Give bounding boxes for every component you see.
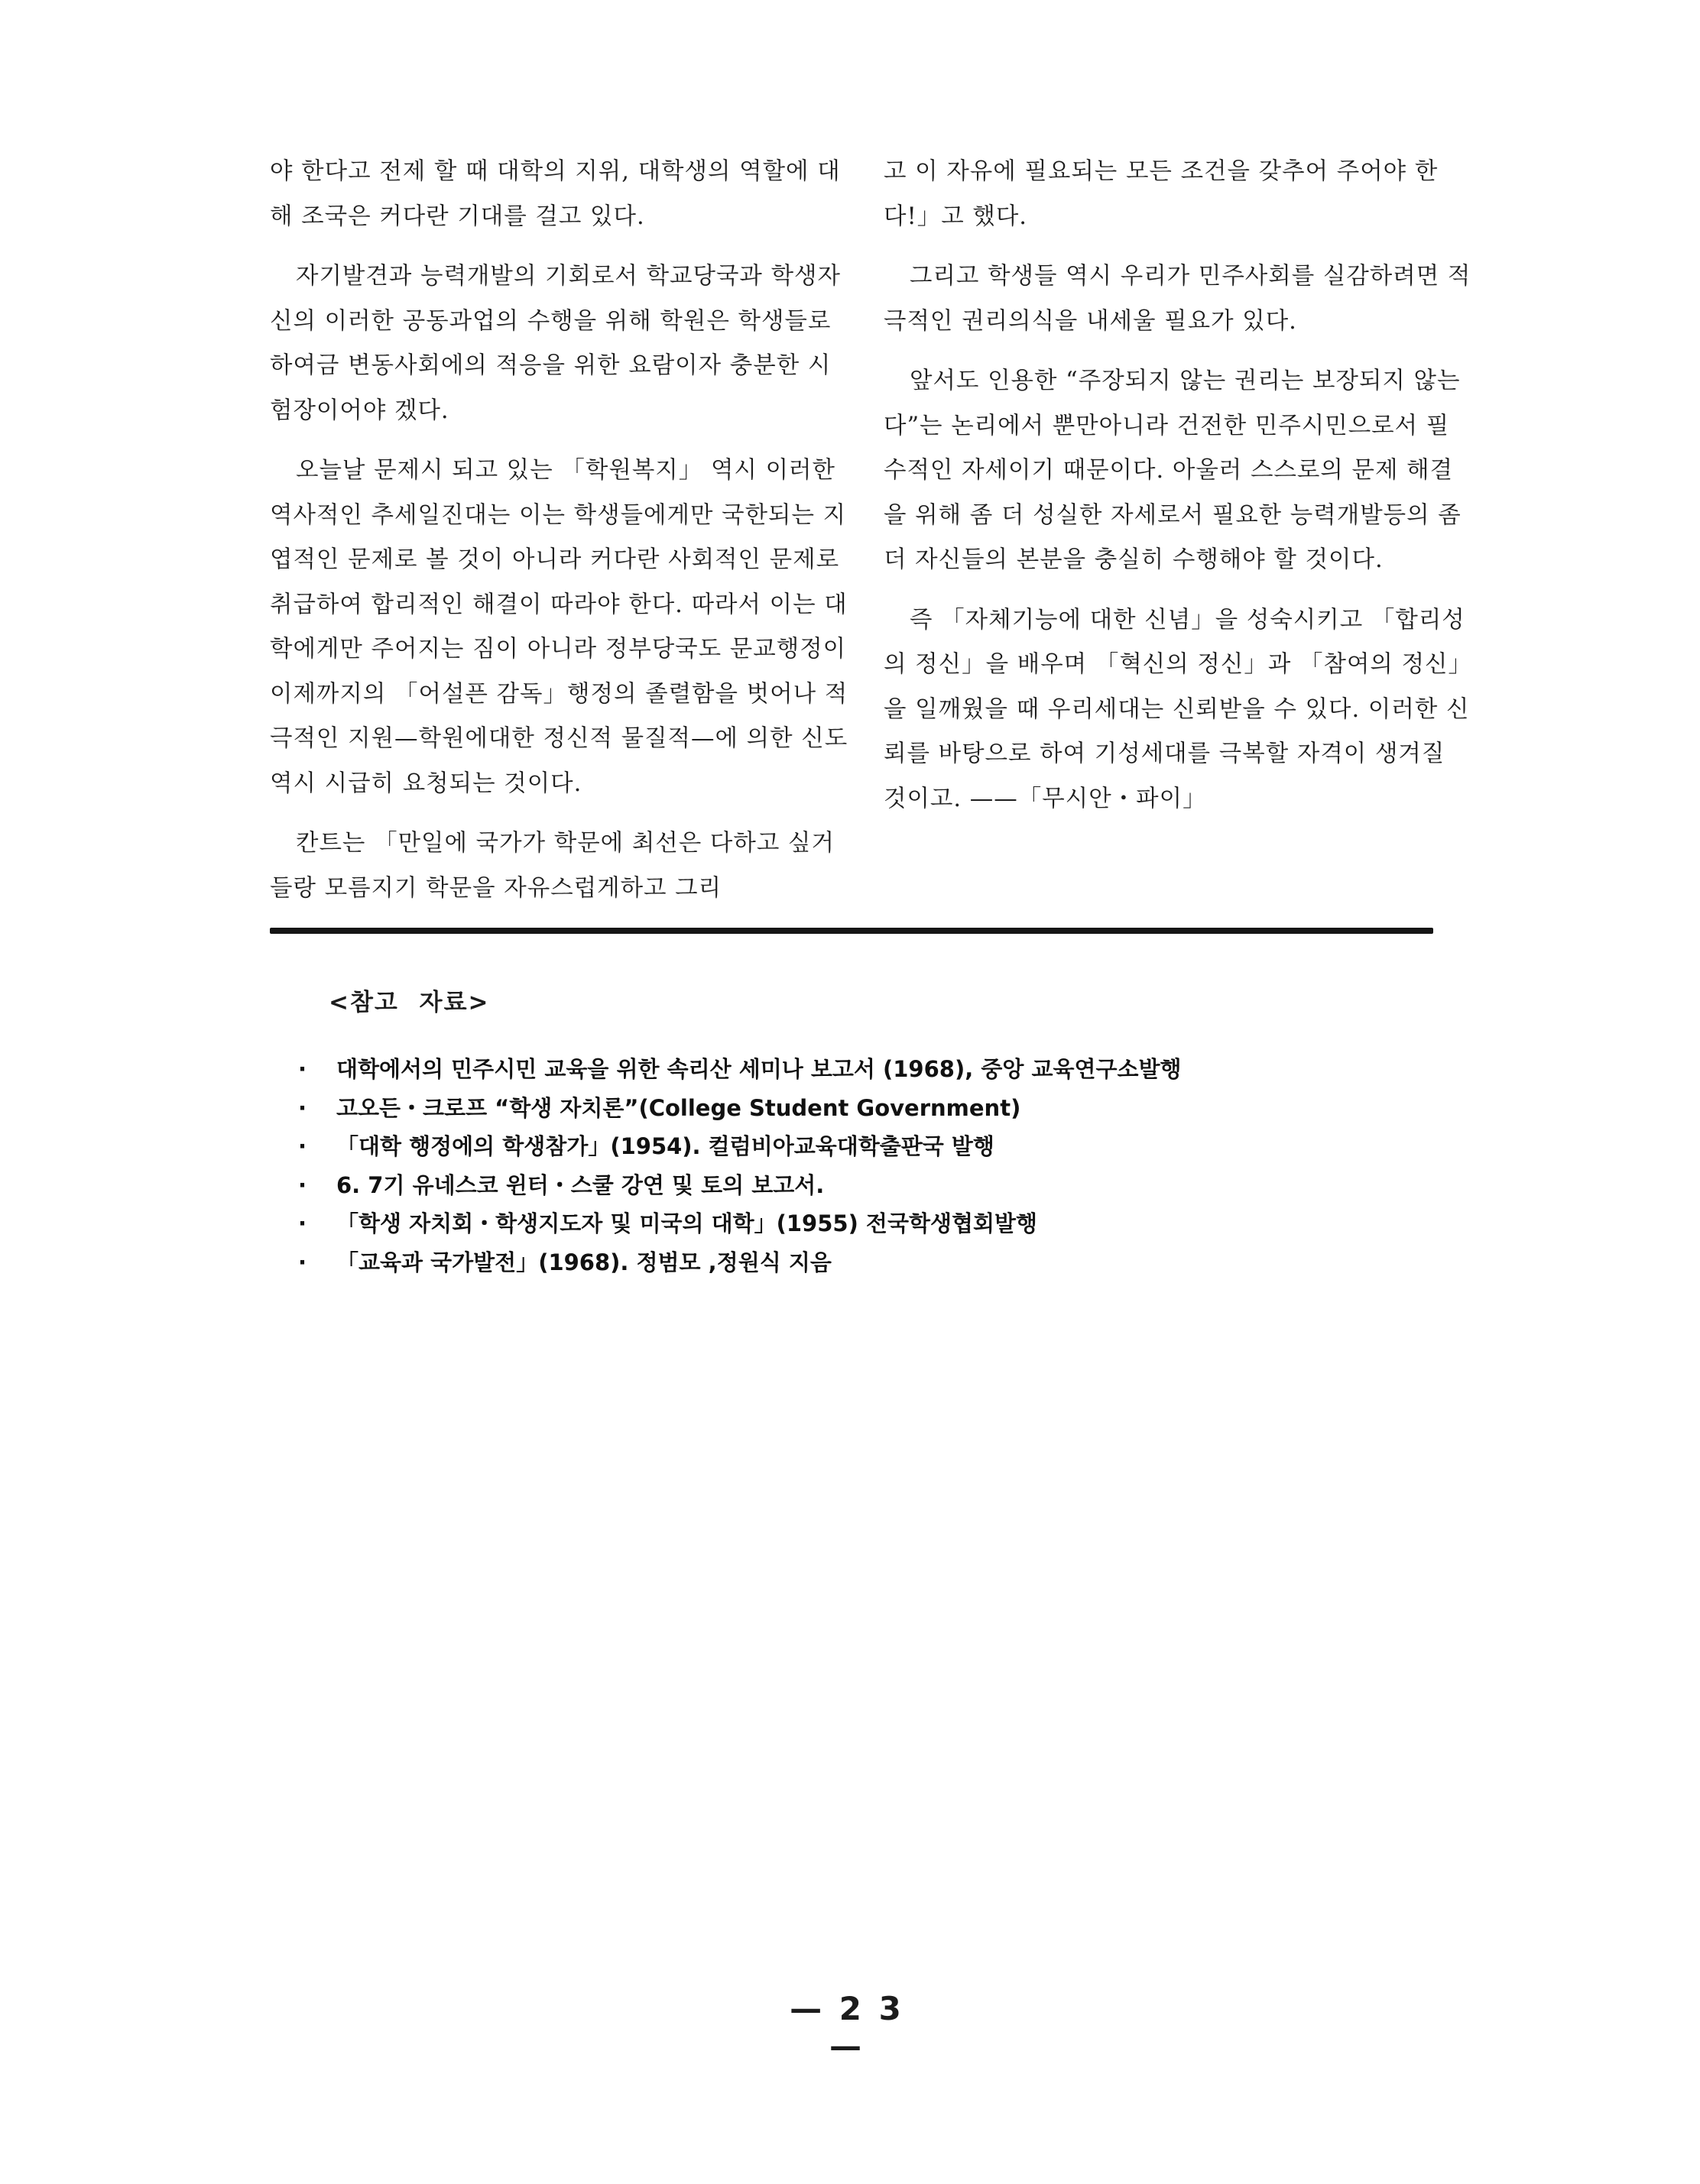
reference-text: 「학생 자치회・학생지도자 및 미국의 대학」(1955) 전국학생협회발행 [336,1210,1038,1236]
reference-item [298,1166,1182,1205]
paragraph: 오늘날 문제시 되고 있는 「학원복지」 역시 이러한 역사적인 추세일진대는 이는 학생들에게만 국한되는 지엽적인 문제로 볼 것이 아니라 커다란 사회적인 문제로 취급하여 합리적인 해결이 따라야 한다. 따라서 이는 대학에게만 주어지는 짐이 아니라 정부당국도 문교행정이 이제까지의 「어설픈 감독」행정의 졸렬함을 벗어나 적극적인 지원—학원에대한 정신적 물질적—에 의한 신도 역시 시급히 요청되는 것이다. [270,457,848,797]
reference-text: 6. 7기 유네스코 윈터・스쿨 강연 및 토의 보고서. [336,1171,825,1198]
reference-item [298,1204,1182,1243]
bullet-icon: · [298,1133,307,1159]
reference-item [298,1050,1182,1089]
paragraph: 앞서도 인용한 “주장되지 않는 권리는 보장되지 않는다”는 논리에서 뿐만아니라 건전한 민주시민으로서 필수적인 자세이기 때문이다. 아울러 스스로의 문제 해결을 위해 좀 더 성실한 자세로서 필요한 능력개발등의 좀 더 자신들의 본분을 충실히 수행해야 할 것이다. [884,368,1462,573]
reference-item [298,1089,1182,1128]
bullet-icon: · [298,1094,307,1121]
section-divider [270,928,1433,934]
left-text-column [270,150,851,911]
paragraph: 고 이 자유에 필요되는 모든 조건을 갖추어 주어야 한다!」고 했다. [884,158,1439,230]
bullet-icon: · [298,1210,307,1236]
reference-item [298,1127,1182,1166]
reference-text: 「교육과 국가발전」(1968). 정범모 ,정원식 지음 [336,1249,832,1275]
bullet-icon: · [298,1249,307,1275]
page-number: — 2 3 — [790,1990,904,2065]
paragraph: 칸트는 「만일에 국가가 학문에 최선은 다하고 싶거들랑 모름지기 학문을 자유스럽게하고 그리 [270,830,835,902]
bullet-icon: · [298,1056,307,1082]
references-list [298,1050,1182,1282]
reference-text: 고오든・크로프 “학생 자치론”(College Student Government) [336,1094,1021,1121]
right-text-column [884,150,1472,821]
reference-text: 대학에서의 민주시민 교육을 위한 속리산 세미나 보고서 (1968), 중앙 교육연구소발행 [336,1056,1182,1082]
paragraph: 야 한다고 전제 할 때 대학의 지위, 대학생의 역할에 대해 조국은 커다란 기대를 걸고 있다. [270,158,841,230]
paragraph: 즉 「자체기능에 대한 신념」을 성숙시키고 「합리성의 정신」을 배우며 「혁신의 정신」과 「참여의 정신」을 일깨웠을 때 우리세대는 신뢰받을 수 있다. 이러한 신뢰를 바탕으로 하여 기성세대를 극복할 자격이 생겨질 것이고. ——「무시안・파이」 [884,606,1473,812]
paragraph: 그리고 학생들 역시 우리가 민주사회를 실감하려면 적극적인 권리의식을 내세울 필요가 있다. [884,263,1471,335]
paragraph: 자기발견과 능력개발의 기회로서 학교당국과 학생자신의 이러한 공동과업의 수행을 위해 학원은 학생들로 하여금 변동사회에의 적응을 위한 요람이자 충분한 시험장이어야 겠다. [270,263,841,424]
references-heading: <참고 자료> [329,989,490,1016]
reference-text: 「대학 행정에의 학생참가」(1954). 컬럼비아교육대학출판국 발행 [336,1133,994,1159]
bullet-icon: · [298,1171,307,1198]
reference-item [298,1243,1182,1282]
